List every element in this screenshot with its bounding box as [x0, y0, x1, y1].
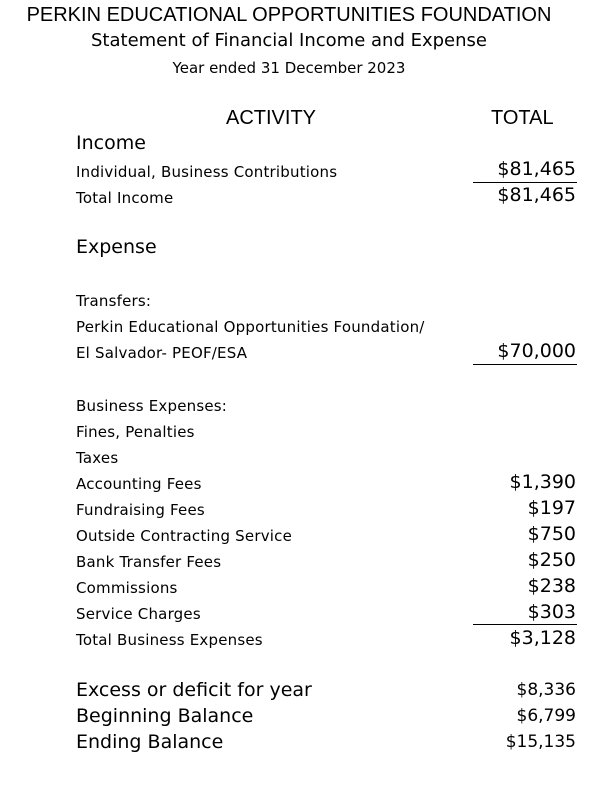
column-header-activity: ACTIVITY — [226, 107, 317, 129]
expense-item-label: Fundraising Fees — [76, 501, 205, 519]
total-income-label: Total Income — [76, 189, 174, 207]
income-heading: Income — [76, 132, 146, 154]
transfer-recipient-line1: Perkin Educational Opportunities Foundation/ — [76, 318, 425, 336]
organization-name: PERKIN EDUCATIONAL OPPORTUNITIES FOUNDATION — [26, 4, 552, 26]
transfer-underline — [473, 364, 577, 365]
transfers-label: Transfers: — [76, 292, 152, 310]
excess-deficit-amount: $8,336 — [516, 680, 576, 700]
expense-item-label: Service Charges — [76, 605, 201, 623]
total-business-expenses-label: Total Business Expenses — [76, 631, 263, 649]
transfer-recipient-line2: El Salvador- PEOF/ESA — [76, 344, 248, 362]
expense-item-label: Fines, Penalties — [76, 423, 195, 441]
expense-item-amount: $250 — [527, 549, 576, 571]
expense-item-amount: $303 — [527, 601, 576, 623]
transfer-amount: $70,000 — [497, 340, 576, 362]
ending-balance-label: Ending Balance — [76, 731, 224, 753]
expense-item-label: Accounting Fees — [76, 475, 202, 493]
beginning-balance-label: Beginning Balance — [76, 705, 254, 727]
business-subtotal-rule — [473, 624, 577, 625]
excess-deficit-label: Excess or deficit for year — [76, 679, 312, 701]
beginning-balance-amount: $6,799 — [516, 706, 576, 726]
expense-item-label: Commissions — [76, 579, 178, 597]
column-header-total: TOTAL — [491, 107, 554, 129]
total-income-amount: $81,465 — [497, 184, 576, 206]
income-subtotal-rule — [473, 182, 577, 183]
expense-item-amount: $1,390 — [509, 471, 576, 493]
contributions-label: Individual, Business Contributions — [76, 163, 338, 181]
expense-item-label: Outside Contracting Service — [76, 527, 293, 545]
expense-item-amount: $197 — [527, 497, 576, 519]
expense-heading: Expense — [76, 236, 157, 258]
expense-item-amount: $750 — [527, 523, 576, 545]
total-business-expenses-amount: $3,128 — [509, 627, 576, 649]
business-expenses-label: Business Expenses: — [76, 397, 228, 415]
ending-balance-amount: $15,135 — [505, 732, 576, 752]
contributions-amount: $81,465 — [497, 158, 576, 180]
expense-item-label: Bank Transfer Fees — [76, 553, 222, 571]
reporting-period: Year ended 31 December 2023 — [172, 59, 406, 77]
expense-item-label: Taxes — [76, 449, 119, 467]
expense-item-amount: $238 — [527, 575, 576, 597]
statement-title: Statement of Financial Income and Expense — [91, 30, 487, 51]
